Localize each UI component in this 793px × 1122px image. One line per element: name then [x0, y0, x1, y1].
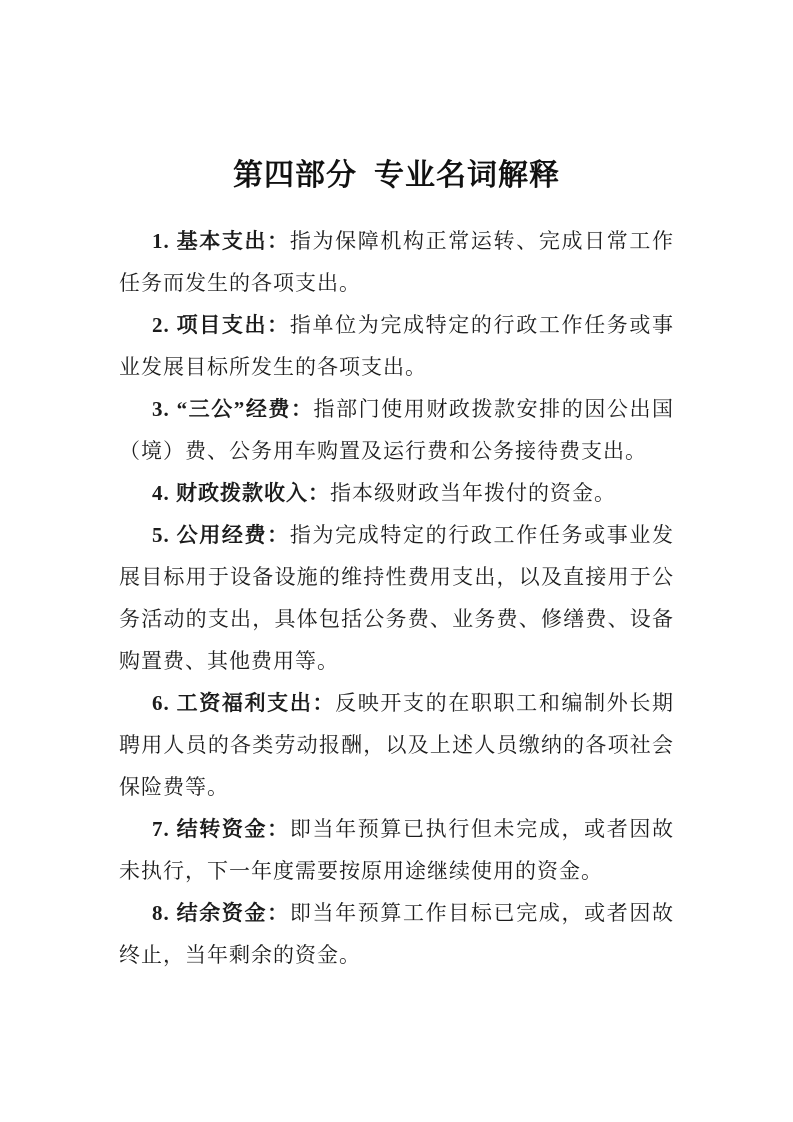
document-title: 第四部分 专业名词解释 — [233, 159, 560, 192]
term-definition: 即当年预算已执行但未完成，或者因故未执行，下一年度需要按原用途继续使用的资金。 — [119, 817, 675, 883]
term-definition: 指为保障机构正常运转、完成日常工作任务而发生的各项支出。 — [119, 229, 675, 295]
term-definition: 即当年预算工作目标已完成，或者因故终止，当年剩余的资金。 — [119, 901, 675, 967]
term-label: 4. 财政拨款收入： — [152, 481, 330, 505]
term-label: 3. “三公”经费： — [152, 397, 314, 421]
term-paragraph — [119, 808, 674, 892]
term-definition: 指单位为完成特定的行政工作任务或事业发展目标所发生的各项支出。 — [119, 313, 675, 379]
term-definition: 指本级财政当年拨付的资金。 — [330, 481, 616, 505]
term-paragraph — [119, 682, 674, 808]
term-label: 7. 结转资金： — [152, 817, 290, 841]
term-paragraph — [119, 472, 674, 514]
term-definition: 指为完成特定的行政工作任务或事业发展目标用于设备设施的维持性费用支出，以及直接用于公务活动的支出，具体包括公务费、业务费、修缮费、设备购置费、其他费用等。 — [119, 523, 675, 673]
document-body — [119, 220, 674, 976]
term-definition: 反映开支的在职职工和编制外长期聘用人员的各类劳动报酬，以及上述人员缴纳的各项社会保险费等。 — [119, 691, 675, 799]
term-paragraph — [119, 220, 674, 304]
term-paragraph — [119, 514, 674, 682]
term-paragraph — [119, 892, 674, 976]
term-definition: 指部门使用财政拨款安排的因公出国（境）费、公务用车购置及运行费和公务接待费支出。 — [119, 397, 675, 463]
term-label: 2. 项目支出： — [152, 313, 290, 337]
term-label: 8. 结余资金： — [152, 901, 290, 925]
term-label: 5. 公用经费： — [152, 523, 290, 547]
term-label: 6. 工资福利支出： — [152, 691, 336, 715]
term-paragraph — [119, 304, 674, 388]
term-label: 1. 基本支出： — [152, 229, 290, 253]
term-paragraph — [119, 388, 674, 472]
